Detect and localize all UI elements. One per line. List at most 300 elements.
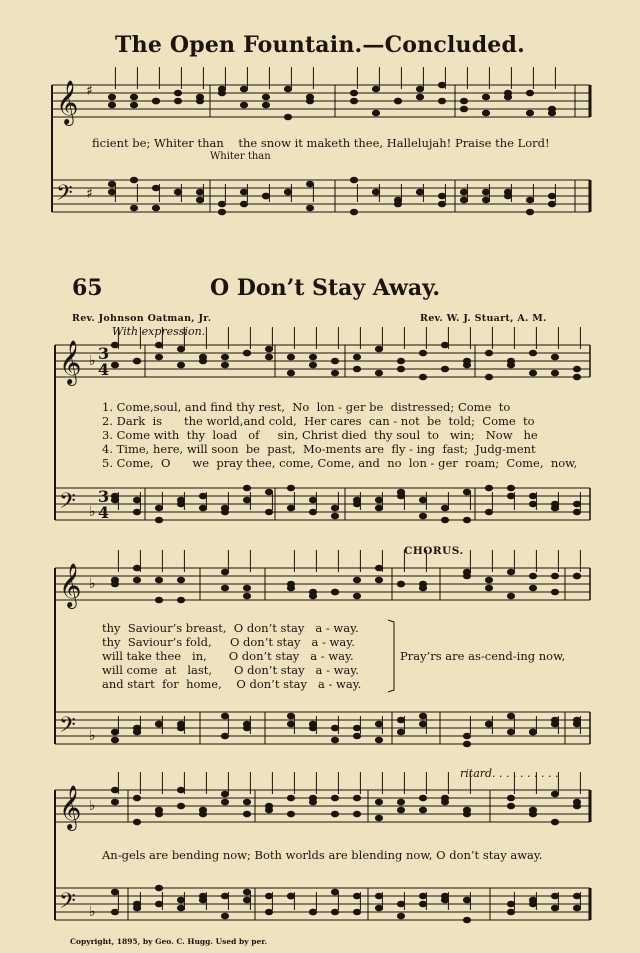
notehead [221,585,228,591]
notehead [463,917,470,923]
time-signature: 4 [98,503,110,522]
notehead [353,893,360,899]
expression-mark: With expression. [112,325,206,338]
notehead [350,98,357,104]
notehead [309,509,316,515]
notehead [551,370,558,376]
notehead [155,517,162,523]
notehead [416,86,423,92]
notehead [218,90,225,96]
notehead [507,713,514,719]
notehead [419,497,426,503]
hymn-number: 65 [72,275,103,301]
notehead [375,577,382,583]
notehead [240,102,247,108]
notehead [526,110,533,116]
notehead [353,354,360,360]
notehead [441,799,448,805]
notehead [375,565,382,571]
notehead [529,350,536,356]
notehead [482,94,489,100]
notehead [243,593,250,599]
notehead [265,489,272,495]
notehead [262,102,269,108]
notehead [375,905,382,911]
notehead [265,354,272,360]
notehead [155,577,162,583]
key-signature: ♯ [86,83,93,99]
notehead [529,729,536,735]
notehead [218,209,225,215]
notehead [353,909,360,915]
notehead [130,177,137,183]
notehead [416,189,423,195]
bass-clef: 𝄢 [59,889,76,919]
notehead [133,509,140,515]
notehead [529,370,536,376]
notehead [199,807,206,813]
notehead [507,493,514,499]
notehead [438,82,445,88]
bass-clef: 𝄢 [59,713,76,743]
notehead [155,597,162,603]
notehead [375,370,382,376]
notehead [287,811,294,817]
notehead [240,201,247,207]
notehead [353,795,360,801]
notehead [419,893,426,899]
notehead [243,897,250,903]
notehead [265,509,272,515]
key-signature: ♭ [89,728,96,744]
notehead [155,901,162,907]
author-words: Rev. Johnson Oatman, Jr. [72,313,212,324]
notehead [507,729,514,735]
notehead [529,901,536,907]
notehead [482,110,489,116]
notehead [397,901,404,907]
notehead [485,721,492,727]
notehead [331,737,338,743]
notehead [416,94,423,100]
notehead [243,799,250,805]
notehead [265,909,272,915]
notehead [353,725,360,731]
key-signature: ♭ [89,798,96,814]
notehead [419,513,426,519]
notehead [174,90,181,96]
notehead [375,799,382,805]
notehead [243,585,250,591]
notehead [155,811,162,817]
notehead [350,90,357,96]
notehead [397,717,404,723]
chorus-bracket [388,620,394,692]
notehead [397,358,404,364]
notehead [441,366,448,372]
notehead [397,807,404,813]
notehead [309,497,316,503]
notehead [573,893,580,899]
notehead [548,110,555,116]
notehead [372,86,379,92]
notehead [573,905,580,911]
notehead [221,893,228,899]
notehead [397,493,404,499]
notehead [463,733,470,739]
notehead [372,110,379,116]
notehead [287,893,294,899]
notehead [199,358,206,364]
notehead [419,721,426,727]
notehead [375,505,382,511]
notehead [331,811,338,817]
fountain-lyric: ficient be; Whiter than the snow it maketh thee, Hallelujah! Praise the Lord! [92,136,550,150]
notehead [265,807,272,813]
notehead [130,102,137,108]
notehead [177,597,184,603]
time-signature: 3 [98,487,110,506]
notehead [573,509,580,515]
final-line: An-gels are bending now; Both worlds are blending now, O don’t stay away. [102,848,543,862]
notehead [331,370,338,376]
notehead [460,197,467,203]
notehead [196,94,203,100]
notehead [573,573,580,579]
notehead [309,593,316,599]
notehead [573,501,580,507]
chorus-refrain: Pray’rs are as-cend-ing now, [400,649,566,663]
notehead [463,897,470,903]
notehead [504,189,511,195]
notehead [394,98,401,104]
notehead [507,569,514,575]
treble-clef: 𝄞 [59,340,82,384]
notehead [397,913,404,919]
notehead [155,505,162,511]
notehead [196,197,203,203]
notehead [397,581,404,587]
notehead [177,497,184,503]
notehead [507,485,514,491]
notehead [287,505,294,511]
notehead [287,485,294,491]
treble-clef: 𝄞 [59,785,82,829]
key-signature: ♯ [86,186,93,202]
notehead [108,94,115,100]
notehead [306,98,313,104]
notehead [331,889,338,895]
notehead [221,354,228,360]
notehead [152,205,159,211]
notehead [199,505,206,511]
notehead [111,729,118,735]
notehead [573,803,580,809]
notehead [265,346,272,352]
notehead [262,94,269,100]
notehead [397,366,404,372]
notehead [287,721,294,727]
notehead [309,362,316,368]
bass-clef: 𝄢 [56,181,73,211]
notehead [155,354,162,360]
notehead [306,181,313,187]
treble-clef: 𝄞 [56,80,79,124]
notehead [130,205,137,211]
notehead [309,354,316,360]
notehead [353,366,360,372]
notehead [284,189,291,195]
notehead [397,729,404,735]
notehead [526,90,533,96]
key-signature: ♭ [89,576,96,592]
key-signature: ♭ [89,904,96,920]
hymn-title: O Don’t Stay Away. [210,275,441,301]
notehead [177,362,184,368]
notehead [460,106,467,112]
notehead [485,509,492,515]
verse-line: 1. Come,soul, and find thy rest, No lon - ger be distressed; Come to [102,400,511,414]
notehead [284,86,291,92]
notehead [419,374,426,380]
notehead [287,585,294,591]
notehead [309,795,316,801]
chorus-line: thy Saviour’s breast, O don’t stay a - way. [102,621,359,635]
notehead [111,342,118,348]
notehead [463,811,470,817]
notehead [551,721,558,727]
notehead [287,713,294,719]
notehead [221,791,228,797]
chorus-line: will take thee in, O don’t stay a - way. [102,649,354,663]
notehead [265,893,272,899]
notehead [108,181,115,187]
notehead [108,189,115,195]
notehead [548,201,555,207]
notehead [331,589,338,595]
notehead [177,577,184,583]
notehead [353,733,360,739]
notehead [438,98,445,104]
notehead [133,358,140,364]
notehead [375,815,382,821]
notehead [133,819,140,825]
notehead [463,362,470,368]
notehead [507,593,514,599]
verse-line: 4. Time, here, will soon be past, Mo-ments are fly - ing fast; Judg-ment [102,442,536,456]
notehead [287,370,294,376]
notehead [133,905,140,911]
notehead [551,791,558,797]
notehead [262,193,269,199]
notehead [221,362,228,368]
notehead [199,897,206,903]
notehead [111,581,118,587]
notehead [331,358,338,364]
notehead [529,585,536,591]
notehead [482,197,489,203]
notehead [551,905,558,911]
notehead [441,342,448,348]
notehead [196,189,203,195]
notehead [221,569,228,575]
notehead [573,366,580,372]
notehead [353,577,360,583]
notehead [460,98,467,104]
notehead [130,94,137,100]
notehead [306,205,313,211]
notehead [529,501,536,507]
verse-line: 2. Dark is the world,and cold, Her cares can - not be told; Come to [102,414,535,428]
notehead [485,585,492,591]
notehead [375,721,382,727]
notehead [243,889,250,895]
notehead [111,909,118,915]
notehead [350,177,357,183]
notehead [441,517,448,523]
notehead [375,737,382,743]
notehead [353,811,360,817]
notehead [177,721,184,727]
notehead [243,485,250,491]
notehead [375,893,382,899]
notehead [463,489,470,495]
notehead [331,505,338,511]
notehead [111,799,118,805]
notehead [504,94,511,100]
notehead [441,505,448,511]
notehead [507,358,514,364]
notehead [573,374,580,380]
time-signature: 4 [98,360,110,379]
notehead [353,501,360,507]
notehead [133,565,140,571]
notehead [240,86,247,92]
notehead [350,209,357,215]
notehead [551,505,558,511]
notehead [438,201,445,207]
notehead [375,497,382,503]
notehead [551,573,558,579]
notehead [441,893,448,899]
notehead [221,509,228,515]
notehead [394,201,401,207]
notehead [397,799,404,805]
notehead [485,485,492,491]
fountain-bass-lyric: Whiter than [210,151,271,162]
notehead [287,354,294,360]
notehead [111,737,118,743]
notehead [133,795,140,801]
notehead [419,350,426,356]
notehead [419,713,426,719]
ritard-mark: ritard. . . . . . . . . . [460,767,559,780]
chorus-line: thy Saviour’s fold, O don’t stay a - way. [102,635,355,649]
notehead [548,193,555,199]
notehead [111,493,118,499]
notehead [243,497,250,503]
notehead [177,787,184,793]
notehead [507,909,514,915]
notehead [287,795,294,801]
notehead [375,346,382,352]
notehead [463,517,470,523]
notehead [152,185,159,191]
verse-line: 5. Come, O we pray thee, come, Come, and no lon - ger roam; Come, now, [102,456,578,470]
notehead [573,721,580,727]
notehead [419,581,426,587]
notehead [331,909,338,915]
notehead [463,741,470,747]
notehead [485,374,492,380]
notehead [309,909,316,915]
notehead [507,795,514,801]
notehead [177,897,184,903]
copyright-notice: Copyright, 1895, by Geo. C. Hugg. Used by per. [70,937,268,946]
notehead [526,197,533,203]
notehead [551,589,558,595]
notehead [221,799,228,805]
notehead [551,354,558,360]
chorus-line: will come at last, O don’t stay a - way. [102,663,359,677]
notehead [221,733,228,739]
chorus-line: and start for home, O don’t stay a - way. [102,677,362,691]
notehead [551,893,558,899]
notehead [463,573,470,579]
notehead [507,803,514,809]
notehead [177,905,184,911]
notehead [485,350,492,356]
notehead [218,201,225,207]
notehead [133,577,140,583]
notehead [353,593,360,599]
notehead [419,795,426,801]
notehead [240,189,247,195]
notehead [155,721,162,727]
notehead [372,189,379,195]
notehead [243,721,250,727]
notehead [221,713,228,719]
notehead [529,573,536,579]
notehead [221,913,228,919]
key-signature: ♭ [89,504,96,520]
notehead [419,807,426,813]
chorus-label: CHORUS. [404,545,464,557]
notehead [529,811,536,817]
notehead [526,209,533,215]
notehead [284,114,291,120]
treble-clef: 𝄞 [59,563,82,607]
notehead [174,98,181,104]
notehead [331,795,338,801]
notehead [152,98,159,104]
notehead [177,346,184,352]
verse-line: 3. Come with thy load of sin, Christ died thy soul to win; Now he [102,428,538,442]
notehead [111,362,118,368]
notehead [529,493,536,499]
author-music: Rev. W. J. Stuart, A. M. [420,313,547,324]
notehead [331,725,338,731]
notehead [309,721,316,727]
notehead [133,497,140,503]
notehead [243,350,250,356]
key-signature: ♭ [89,353,96,369]
notehead [155,342,162,348]
notehead [111,787,118,793]
notehead [108,102,115,108]
notehead [133,725,140,731]
notehead [551,819,558,825]
